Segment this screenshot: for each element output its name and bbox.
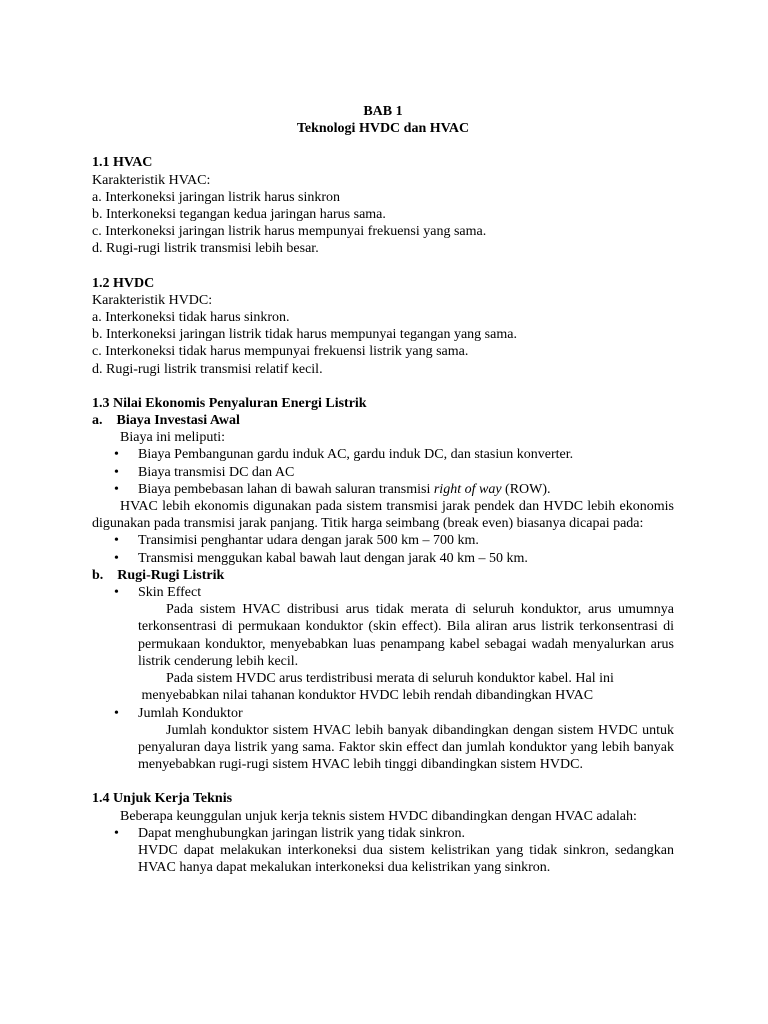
performance-list <box>92 825 674 842</box>
list-item <box>114 481 674 498</box>
section-1-2-intro: Karakteristik HVDC: <box>92 292 213 308</box>
subsection-a-intro: Biaya ini meliputi: <box>120 430 225 446</box>
hvdc-skin-line-2: menyebabkan nilai tahanan konduktor HVDC lebih rendah dibandingkan HVAC <box>138 688 594 704</box>
hvdc-skin-line-1: Pada sistem HVDC arus terdistribusi merata di seluruh konduktor kabel. Hal ini <box>166 671 614 687</box>
list-item: c. Interkoneksi jaringan listrik harus mempunyai frekuensi yang sama. <box>92 224 487 240</box>
break-even-list <box>92 532 674 566</box>
page-title: Teknologi HVDC dan HVAC <box>296 121 470 137</box>
list-item: c. Interkoneksi tidak harus mempunyai frekuensi listrik yang sama. <box>92 344 469 360</box>
economics-paragraph: HVAC lebih ekonomis digunakan pada sistem transmisi jarak pendek dan HVDC lebih ekonomis digunakan pada transmisi jarak panjang. Titik harga seimbang (break even) biasanya dicapai pada: <box>92 499 674 532</box>
cost-bullet-list <box>92 446 674 498</box>
section-1-2-heading: 1.2 HVDC <box>92 275 155 291</box>
bullet-text: Biaya pembebasan lahan di bawah saluran transmisi <box>138 481 434 497</box>
skin-effect-paragraph: Pada sistem HVAC distribusi arus tidak merata di seluruh konduktor, arus umumnya terkonsentrasi di permukaan konduktor (skin effect). Bila aliran arus listrik terkonsentrasi di permukaan konduktor, menyebabkan luas penampang kabel sebagai wadah menyalurkan arus listrik cenderung lebih kecil. <box>138 602 674 669</box>
list-item: b. Interkoneksi tegangan kedua jaringan harus sama. <box>92 207 386 223</box>
conductor-paragraph: Jumlah konduktor sistem HVAC lebih banyak dibandingkan dengan sistem HVDC untuk penyaluran daya listrik yang sama. Faktor skin effect dan jumlah konduktor yang lebih banyak menyebabkan rugi-rugi sistem HVAC lebih tinggi dibandingkan sistem HVDC. <box>138 722 674 773</box>
chapter-label: BAB 1 <box>363 104 403 119</box>
document-body <box>92 103 674 876</box>
list-item: • Dapat menghubungkan jaringan listrik yang tidak sinkron. <box>114 825 674 842</box>
section-1-1-heading: 1.1 HVAC <box>92 155 153 171</box>
performance-paragraph: HVDC dapat melakukan interkoneksi dua sistem kelistrikan yang tidak sinkron, sedangkan HVAC hanya dapat mekalukan interkoneksi dua kelistrikan yang sinkron. <box>138 842 674 876</box>
bullet-text: (ROW). <box>501 481 551 497</box>
list-item: • Skin Effect <box>114 584 674 601</box>
list-item: b. Interkoneksi jaringan listrik tidak harus mempunyai tegangan yang sama. <box>92 327 517 343</box>
section-1-4-heading: 1.4 Unjuk Kerja Teknis <box>92 791 233 807</box>
list-item: a. Interkoneksi jaringan listrik harus sinkron <box>92 189 341 205</box>
list-item: • Biaya Pembangunan gardu induk AC, gardu induk DC, dan stasiun konverter. <box>114 446 674 463</box>
list-item: • Biaya transmisi DC dan AC <box>114 464 674 481</box>
italic-term: right of way <box>433 481 502 497</box>
subsection-b-heading: b. Rugi-Rugi Listrik <box>92 567 225 583</box>
list-item: d. Rugi-rugi listrik transmisi relatif kecil. <box>92 361 323 377</box>
list-item: • Transmisi menggukan kabal bawah laut dengan jarak 40 km – 50 km. <box>114 550 674 567</box>
skin-effect-list <box>92 584 674 601</box>
section-1-3-heading: 1.3 Nilai Ekonomis Penyaluran Energi Listrik <box>92 395 367 411</box>
subsection-a-heading: a. Biaya Investasi Awal <box>92 413 240 429</box>
list-item: a. Interkoneksi tidak harus sinkron. <box>92 310 290 326</box>
list-item: • Jumlah Konduktor <box>114 705 674 722</box>
conductor-list <box>92 705 674 722</box>
section-1-4-intro: Beberapa keunggulan unjuk kerja teknis sistem HVDC dibandingkan dengan HVAC adalah: <box>120 808 637 824</box>
list-item: • Transimisi penghantar udara dengan jarak 500 km – 700 km. <box>114 532 674 549</box>
section-1-1-intro: Karakteristik HVAC: <box>92 172 211 188</box>
list-item: d. Rugi-rugi listrik transmisi lebih besar. <box>92 241 319 257</box>
